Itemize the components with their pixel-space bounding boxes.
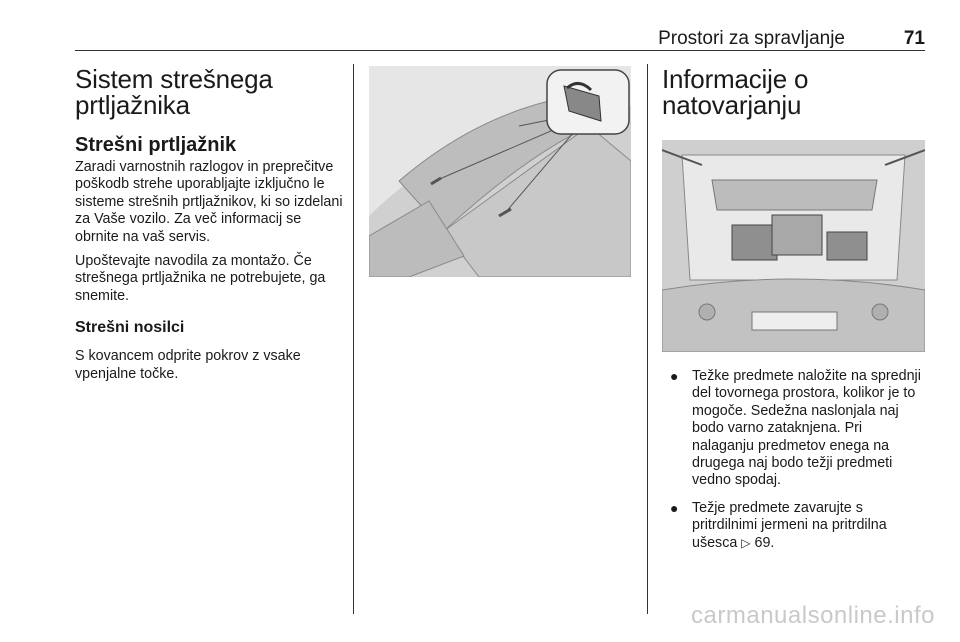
left-column (75, 66, 347, 383)
page-reference[interactable]: 69. (754, 534, 775, 551)
bullet-icon: ● (670, 499, 679, 516)
column-divider-right (647, 64, 648, 614)
bullet-icon: ● (670, 368, 679, 384)
subheading-roof-rack: Strešni prtljažnik (75, 134, 237, 156)
section-title: Prostori za spravljanje (658, 28, 845, 49)
roof-rack-illustration (369, 66, 631, 277)
page-header (75, 28, 925, 52)
cargo-area-drawing (662, 140, 925, 352)
roof-rack-drawing (369, 66, 631, 277)
list-item (662, 368, 927, 490)
cargo-area-illustration (662, 140, 925, 352)
loading-info-heading: Informacije o natovarjanju (662, 64, 809, 120)
main-heading: Sistem strešnega prtljažnika (75, 64, 273, 120)
paragraph-coin: S kovancem odprite pokrov z vsake vpenjalne točke. (75, 348, 301, 382)
paragraph-safety: Zaradi varnostnih razlogov in preprečitve poškodb strehe uporabljajte izključno le sisteme strešnih prtljažnikov, ki so izdelani za Vaše vozilo. Za več informacij se obrnite na vaš servis. (75, 159, 343, 245)
list-item (662, 500, 927, 552)
watermark: carmanualsonline.info (691, 602, 935, 629)
cross-reference-icon[interactable]: ▷ (741, 535, 751, 550)
list-item-text: Težke predmete naložite na sprednji del tovornega prostora, kolikor je to mogoče. Sedežna naslonjala naj bodo varno zataknjena. Pri nalaganju predmetov enega na drugega naj bodo težji predmeti vedno spodaj. (692, 368, 921, 489)
paragraph-mounting: Upoštevajte navodila za montažo. Če strešnega prtljažnika ne potrebujete, ga snemite. (75, 253, 326, 304)
header-divider (75, 50, 925, 51)
list-item-text: Težje predmete zavarujte s pritrdilnimi jermeni na pritrdilna ušesca (692, 499, 887, 551)
loading-instructions-list (662, 368, 927, 562)
subheading-roof-carriers: Strešni nosilci (75, 319, 185, 337)
right-column-heading-area (662, 66, 927, 118)
column-divider-left (353, 64, 354, 614)
page-number: 71 (903, 28, 925, 49)
